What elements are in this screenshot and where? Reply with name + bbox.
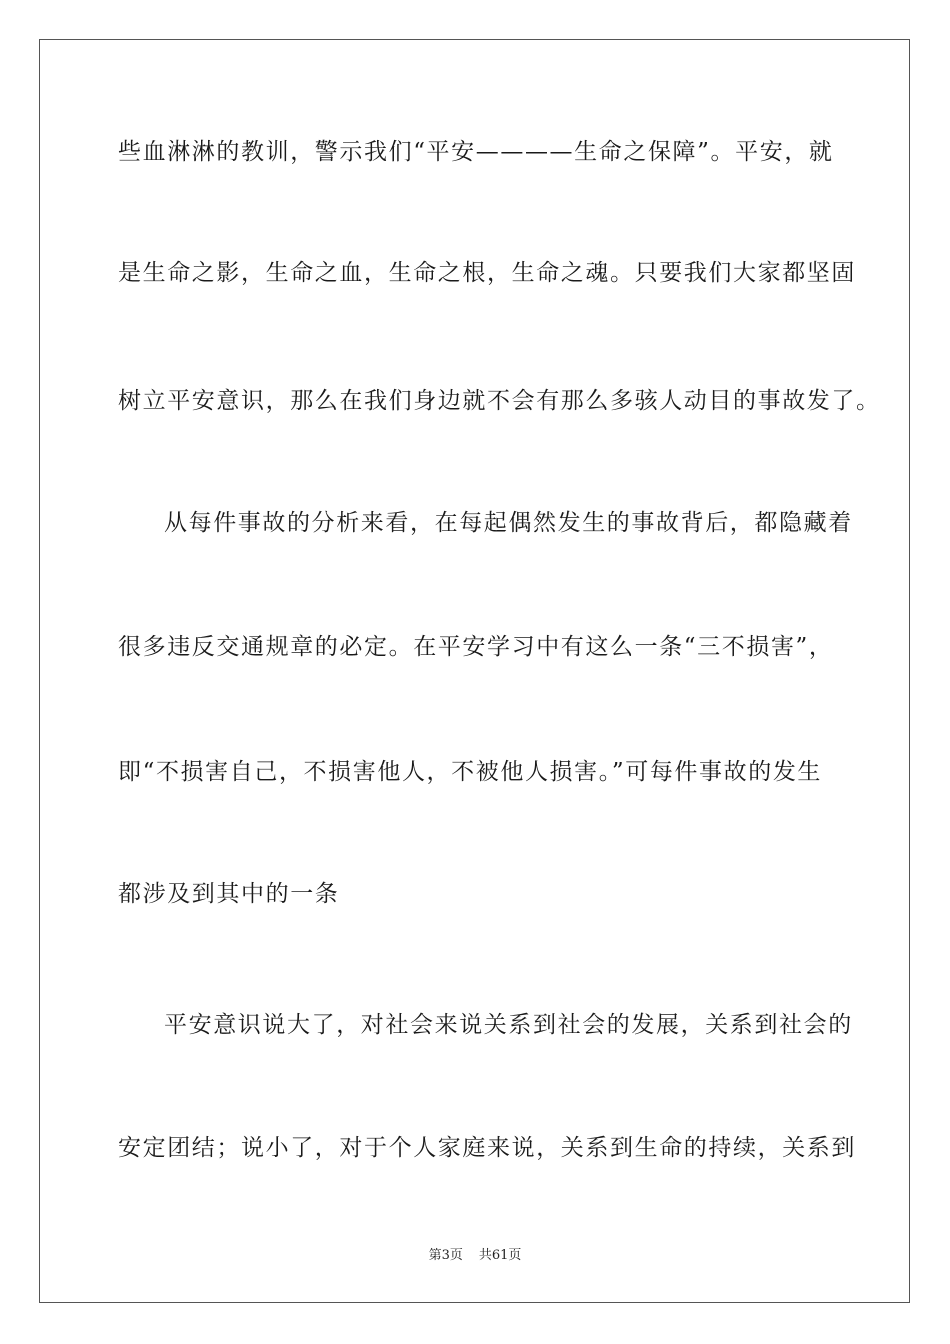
text-line-4: 从每件事故的分析来看，在每起偶然发生的事故背后，都隐藏着: [164, 510, 853, 536]
page-footer: [0, 1247, 950, 1265]
text-line-7: 都涉及到其中的一条: [118, 881, 340, 907]
text-line-1: 些血淋淋的教训，警示我们“平安————生命之保障”。平安，就: [118, 139, 834, 165]
total-page-count: 共61页: [478, 1248, 522, 1263]
text-line-2: 是生命之影，生命之血，生命之根，生命之魂。只要我们大家都坚固: [118, 260, 856, 286]
text-line-6: 即“不损害自己，不损害他人，不被他人损害。”可每件事故的发生: [118, 759, 823, 785]
text-line-8: 平安意识说大了，对社会来说关系到社会的发展，关系到社会的: [164, 1012, 853, 1038]
page-frame: [39, 39, 910, 1303]
text-line-3: 树立平安意识，那么在我们身边就不会有那么多骇人动目的事故发了。: [118, 388, 881, 414]
text-line-5: 很多违反交通规章的必定。在平安学习中有这么一条“三不损害”，: [118, 634, 834, 660]
current-page-number: 第3页: [428, 1248, 463, 1263]
text-line-9: 安定团结；说小了，对于个人家庭来说，关系到生命的持续，关系到: [118, 1135, 856, 1161]
